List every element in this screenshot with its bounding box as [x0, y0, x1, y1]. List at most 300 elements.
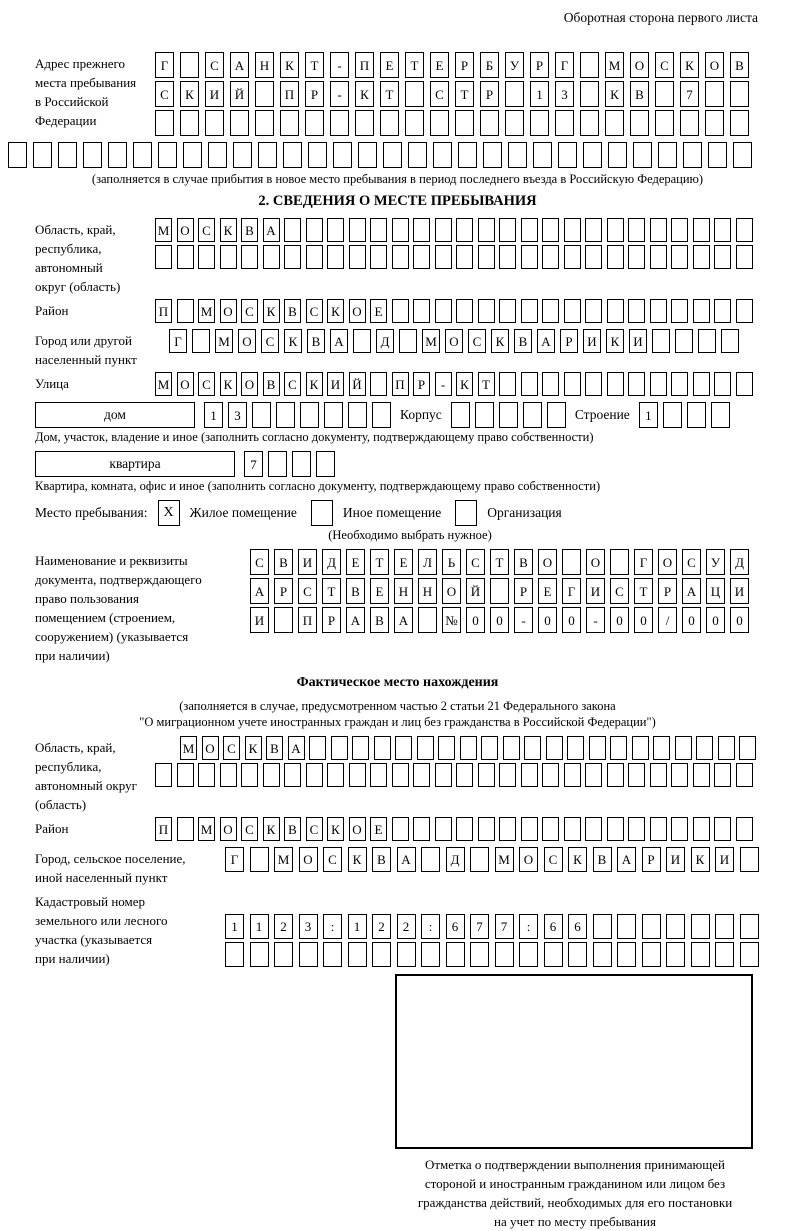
- char-cell[interactable]: [155, 110, 174, 136]
- char-cell[interactable]: [435, 817, 452, 841]
- char-cell[interactable]: [358, 142, 377, 168]
- char-cell[interactable]: Е: [538, 578, 557, 604]
- char-cell[interactable]: 7: [495, 914, 514, 939]
- char-cell[interactable]: [705, 81, 724, 107]
- char-cell[interactable]: С: [468, 329, 486, 353]
- char-cell[interactable]: №: [442, 607, 461, 633]
- char-cell[interactable]: [708, 142, 727, 168]
- char-cell[interactable]: 1: [348, 914, 367, 939]
- char-cell[interactable]: [658, 142, 677, 168]
- char-cell[interactable]: 1: [639, 402, 658, 428]
- char-cell[interactable]: [736, 299, 753, 323]
- char-cell[interactable]: А: [230, 52, 249, 78]
- char-cell[interactable]: О: [538, 549, 557, 575]
- char-cell[interactable]: Р: [514, 578, 533, 604]
- char-cell[interactable]: [483, 142, 502, 168]
- char-cell[interactable]: О: [238, 329, 256, 353]
- char-cell[interactable]: Е: [394, 549, 413, 575]
- char-cell[interactable]: [650, 763, 667, 787]
- char-cell[interactable]: [408, 142, 427, 168]
- char-cell[interactable]: [495, 942, 514, 967]
- char-cell[interactable]: К: [280, 52, 299, 78]
- char-cell[interactable]: [610, 736, 627, 760]
- char-cell[interactable]: [705, 110, 724, 136]
- char-cell[interactable]: [628, 763, 645, 787]
- char-cell[interactable]: В: [241, 218, 258, 242]
- char-cell[interactable]: [499, 245, 516, 269]
- char-cell[interactable]: К: [263, 299, 280, 323]
- char-cell[interactable]: [478, 299, 495, 323]
- char-cell[interactable]: И: [205, 81, 224, 107]
- char-cell[interactable]: [691, 914, 710, 939]
- char-cell[interactable]: А: [263, 218, 280, 242]
- char-cell[interactable]: [650, 817, 667, 841]
- char-cell[interactable]: [714, 763, 731, 787]
- char-cell[interactable]: [349, 218, 366, 242]
- char-cell[interactable]: М: [274, 847, 293, 872]
- char-cell[interactable]: [478, 763, 495, 787]
- char-cell[interactable]: [435, 299, 452, 323]
- char-cell[interactable]: [521, 763, 538, 787]
- char-cell[interactable]: А: [682, 578, 701, 604]
- char-cell[interactable]: [564, 299, 581, 323]
- char-cell[interactable]: М: [422, 329, 440, 353]
- char-cell[interactable]: К: [220, 372, 237, 396]
- char-cell[interactable]: [564, 817, 581, 841]
- char-cell[interactable]: Р: [530, 52, 549, 78]
- char-cell[interactable]: А: [397, 847, 416, 872]
- char-cell[interactable]: [655, 110, 674, 136]
- char-cell[interactable]: [233, 142, 252, 168]
- char-cell[interactable]: Й: [349, 372, 366, 396]
- char-cell[interactable]: [433, 142, 452, 168]
- char-cell[interactable]: -: [330, 52, 349, 78]
- char-cell[interactable]: [542, 817, 559, 841]
- char-cell[interactable]: В: [284, 817, 301, 841]
- char-cell[interactable]: [628, 218, 645, 242]
- char-cell[interactable]: И: [715, 847, 734, 872]
- char-cell[interactable]: [505, 110, 524, 136]
- char-cell[interactable]: [372, 942, 391, 967]
- char-cell[interactable]: [177, 299, 194, 323]
- stay-type-checkbox-organization[interactable]: [455, 500, 477, 526]
- char-cell[interactable]: В: [346, 578, 365, 604]
- char-cell[interactable]: [421, 847, 440, 872]
- char-cell[interactable]: [736, 372, 753, 396]
- char-cell[interactable]: Т: [322, 578, 341, 604]
- char-cell[interactable]: [693, 245, 710, 269]
- char-cell[interactable]: С: [655, 52, 674, 78]
- char-cell[interactable]: 0: [538, 607, 557, 633]
- char-cell[interactable]: [499, 299, 516, 323]
- char-cell[interactable]: [711, 402, 730, 428]
- char-cell[interactable]: :: [421, 914, 440, 939]
- char-cell[interactable]: [736, 817, 753, 841]
- char-cell[interactable]: [642, 914, 661, 939]
- char-cell[interactable]: [435, 763, 452, 787]
- char-cell[interactable]: И: [586, 578, 605, 604]
- char-cell[interactable]: И: [666, 847, 685, 872]
- char-cell[interactable]: [715, 942, 734, 967]
- char-cell[interactable]: А: [330, 329, 348, 353]
- char-cell[interactable]: А: [537, 329, 555, 353]
- char-cell[interactable]: Г: [155, 52, 174, 78]
- char-cell[interactable]: [714, 218, 731, 242]
- char-cell[interactable]: [349, 763, 366, 787]
- char-cell[interactable]: О: [586, 549, 605, 575]
- char-cell[interactable]: [370, 245, 387, 269]
- char-cell[interactable]: [268, 451, 287, 477]
- char-cell[interactable]: [205, 110, 224, 136]
- char-cell[interactable]: Б: [480, 52, 499, 78]
- char-cell[interactable]: [330, 110, 349, 136]
- char-cell[interactable]: О: [630, 52, 649, 78]
- char-cell[interactable]: [348, 942, 367, 967]
- char-cell[interactable]: [585, 245, 602, 269]
- char-cell[interactable]: [250, 847, 269, 872]
- char-cell[interactable]: Е: [370, 817, 387, 841]
- char-cell[interactable]: [446, 942, 465, 967]
- char-cell[interactable]: /: [658, 607, 677, 633]
- char-cell[interactable]: 2: [397, 914, 416, 939]
- char-cell[interactable]: [628, 245, 645, 269]
- char-cell[interactable]: К: [348, 847, 367, 872]
- char-cell[interactable]: П: [155, 817, 172, 841]
- char-cell[interactable]: [558, 142, 577, 168]
- char-cell[interactable]: Т: [380, 81, 399, 107]
- char-cell[interactable]: [255, 81, 274, 107]
- char-cell[interactable]: [480, 110, 499, 136]
- char-cell[interactable]: [380, 110, 399, 136]
- char-cell[interactable]: Т: [490, 549, 509, 575]
- char-cell[interactable]: [607, 372, 624, 396]
- char-cell[interactable]: [155, 763, 172, 787]
- char-cell[interactable]: К: [606, 329, 624, 353]
- char-cell[interactable]: У: [706, 549, 725, 575]
- char-cell[interactable]: [413, 763, 430, 787]
- char-cell[interactable]: 7: [244, 451, 263, 477]
- char-cell[interactable]: [628, 372, 645, 396]
- char-cell[interactable]: [280, 110, 299, 136]
- char-cell[interactable]: [475, 402, 494, 428]
- char-cell[interactable]: [718, 736, 735, 760]
- char-cell[interactable]: С: [544, 847, 563, 872]
- char-cell[interactable]: 1: [530, 81, 549, 107]
- char-cell[interactable]: Ц: [706, 578, 725, 604]
- char-cell[interactable]: К: [355, 81, 374, 107]
- char-cell[interactable]: 6: [544, 914, 563, 939]
- char-cell[interactable]: 1: [204, 402, 223, 428]
- char-cell[interactable]: [630, 110, 649, 136]
- char-cell[interactable]: Д: [446, 847, 465, 872]
- char-cell[interactable]: Р: [480, 81, 499, 107]
- char-cell[interactable]: О: [705, 52, 724, 78]
- char-cell[interactable]: [542, 372, 559, 396]
- char-cell[interactable]: [714, 245, 731, 269]
- char-cell[interactable]: [33, 142, 52, 168]
- char-cell[interactable]: [395, 736, 412, 760]
- char-cell[interactable]: [607, 299, 624, 323]
- char-cell[interactable]: [499, 218, 516, 242]
- char-cell[interactable]: [323, 942, 342, 967]
- char-cell[interactable]: [300, 402, 319, 428]
- char-cell[interactable]: [220, 245, 237, 269]
- char-cell[interactable]: К: [327, 817, 344, 841]
- char-cell[interactable]: Р: [322, 607, 341, 633]
- char-cell[interactable]: [306, 245, 323, 269]
- char-cell[interactable]: [546, 736, 563, 760]
- char-cell[interactable]: С: [205, 52, 224, 78]
- char-cell[interactable]: [413, 218, 430, 242]
- char-cell[interactable]: [478, 245, 495, 269]
- char-cell[interactable]: [740, 847, 759, 872]
- char-cell[interactable]: К: [327, 299, 344, 323]
- char-cell[interactable]: [714, 372, 731, 396]
- char-cell[interactable]: [308, 142, 327, 168]
- char-cell[interactable]: [499, 402, 518, 428]
- char-cell[interactable]: [617, 942, 636, 967]
- char-cell[interactable]: [355, 110, 374, 136]
- char-cell[interactable]: 3: [299, 914, 318, 939]
- char-cell[interactable]: В: [593, 847, 612, 872]
- char-cell[interactable]: [683, 142, 702, 168]
- char-cell[interactable]: [430, 110, 449, 136]
- char-cell[interactable]: С: [223, 736, 240, 760]
- char-cell[interactable]: [663, 402, 682, 428]
- char-cell[interactable]: [542, 245, 559, 269]
- char-cell[interactable]: [567, 736, 584, 760]
- char-cell[interactable]: [696, 736, 713, 760]
- char-cell[interactable]: [481, 736, 498, 760]
- char-cell[interactable]: [349, 245, 366, 269]
- char-cell[interactable]: [333, 142, 352, 168]
- char-cell[interactable]: [241, 763, 258, 787]
- char-cell[interactable]: [714, 817, 731, 841]
- char-cell[interactable]: [693, 299, 710, 323]
- char-cell[interactable]: В: [514, 549, 533, 575]
- char-cell[interactable]: 1: [250, 914, 269, 939]
- char-cell[interactable]: [458, 142, 477, 168]
- char-cell[interactable]: Р: [305, 81, 324, 107]
- char-cell[interactable]: [544, 942, 563, 967]
- char-cell[interactable]: [456, 299, 473, 323]
- char-cell[interactable]: 0: [562, 607, 581, 633]
- char-cell[interactable]: [607, 218, 624, 242]
- char-cell[interactable]: [733, 142, 752, 168]
- char-cell[interactable]: [255, 110, 274, 136]
- char-cell[interactable]: [392, 245, 409, 269]
- char-cell[interactable]: В: [370, 607, 389, 633]
- char-cell[interactable]: [198, 763, 215, 787]
- char-cell[interactable]: [505, 81, 524, 107]
- char-cell[interactable]: М: [198, 817, 215, 841]
- char-cell[interactable]: [370, 218, 387, 242]
- char-cell[interactable]: [451, 402, 470, 428]
- char-cell[interactable]: [730, 110, 749, 136]
- char-cell[interactable]: 0: [730, 607, 749, 633]
- char-cell[interactable]: 6: [568, 914, 587, 939]
- char-cell[interactable]: [715, 914, 734, 939]
- char-cell[interactable]: К: [180, 81, 199, 107]
- char-cell[interactable]: [655, 81, 674, 107]
- char-cell[interactable]: [605, 110, 624, 136]
- char-cell[interactable]: 0: [706, 607, 725, 633]
- char-cell[interactable]: [524, 736, 541, 760]
- char-cell[interactable]: [555, 110, 574, 136]
- char-cell[interactable]: [306, 763, 323, 787]
- char-cell[interactable]: [503, 736, 520, 760]
- char-cell[interactable]: М: [155, 218, 172, 242]
- char-cell[interactable]: [580, 110, 599, 136]
- char-cell[interactable]: С: [198, 218, 215, 242]
- char-cell[interactable]: 0: [634, 607, 653, 633]
- char-cell[interactable]: Н: [255, 52, 274, 78]
- char-cell[interactable]: [740, 942, 759, 967]
- char-cell[interactable]: К: [680, 52, 699, 78]
- char-cell[interactable]: [309, 736, 326, 760]
- char-cell[interactable]: [589, 736, 606, 760]
- char-cell[interactable]: С: [261, 329, 279, 353]
- char-cell[interactable]: [523, 402, 542, 428]
- char-cell[interactable]: Т: [455, 81, 474, 107]
- char-cell[interactable]: Р: [274, 578, 293, 604]
- char-cell[interactable]: [180, 52, 199, 78]
- char-cell[interactable]: [397, 942, 416, 967]
- char-cell[interactable]: 0: [610, 607, 629, 633]
- char-cell[interactable]: [580, 52, 599, 78]
- char-cell[interactable]: [671, 245, 688, 269]
- char-cell[interactable]: [568, 942, 587, 967]
- stay-type-checkbox-residential[interactable]: X: [158, 500, 180, 526]
- char-cell[interactable]: И: [327, 372, 344, 396]
- char-cell[interactable]: [435, 245, 452, 269]
- char-cell[interactable]: [542, 218, 559, 242]
- char-cell[interactable]: [274, 607, 293, 633]
- char-cell[interactable]: О: [241, 372, 258, 396]
- char-cell[interactable]: А: [617, 847, 636, 872]
- char-cell[interactable]: [736, 245, 753, 269]
- char-cell[interactable]: [585, 817, 602, 841]
- char-cell[interactable]: М: [155, 372, 172, 396]
- char-cell[interactable]: В: [307, 329, 325, 353]
- char-cell[interactable]: [324, 402, 343, 428]
- char-cell[interactable]: [499, 763, 516, 787]
- char-cell[interactable]: [652, 329, 670, 353]
- apartment-type-box[interactable]: квартира: [35, 451, 235, 477]
- char-cell[interactable]: [392, 763, 409, 787]
- char-cell[interactable]: [198, 245, 215, 269]
- char-cell[interactable]: [585, 372, 602, 396]
- char-cell[interactable]: [370, 763, 387, 787]
- char-cell[interactable]: [220, 763, 237, 787]
- char-cell[interactable]: О: [445, 329, 463, 353]
- char-cell[interactable]: [348, 402, 367, 428]
- char-cell[interactable]: В: [514, 329, 532, 353]
- char-cell[interactable]: П: [392, 372, 409, 396]
- char-cell[interactable]: [698, 329, 716, 353]
- char-cell[interactable]: 2: [274, 914, 293, 939]
- char-cell[interactable]: [370, 372, 387, 396]
- char-cell[interactable]: П: [355, 52, 374, 78]
- char-cell[interactable]: [331, 736, 348, 760]
- char-cell[interactable]: [564, 218, 581, 242]
- char-cell[interactable]: В: [263, 372, 280, 396]
- char-cell[interactable]: Е: [380, 52, 399, 78]
- char-cell[interactable]: С: [610, 578, 629, 604]
- char-cell[interactable]: [736, 763, 753, 787]
- char-cell[interactable]: [374, 736, 391, 760]
- char-cell[interactable]: О: [202, 736, 219, 760]
- char-cell[interactable]: -: [330, 81, 349, 107]
- char-cell[interactable]: Р: [658, 578, 677, 604]
- char-cell[interactable]: [691, 942, 710, 967]
- char-cell[interactable]: А: [250, 578, 269, 604]
- char-cell[interactable]: М: [495, 847, 514, 872]
- char-cell[interactable]: 3: [228, 402, 247, 428]
- char-cell[interactable]: [519, 942, 538, 967]
- char-cell[interactable]: В: [274, 549, 293, 575]
- char-cell[interactable]: [730, 81, 749, 107]
- char-cell[interactable]: [460, 736, 477, 760]
- char-cell[interactable]: К: [245, 736, 262, 760]
- char-cell[interactable]: Т: [370, 549, 389, 575]
- char-cell[interactable]: Е: [430, 52, 449, 78]
- char-cell[interactable]: О: [220, 817, 237, 841]
- char-cell[interactable]: О: [220, 299, 237, 323]
- char-cell[interactable]: 7: [470, 914, 489, 939]
- char-cell[interactable]: Е: [370, 578, 389, 604]
- char-cell[interactable]: Д: [730, 549, 749, 575]
- char-cell[interactable]: [693, 817, 710, 841]
- char-cell[interactable]: Р: [642, 847, 661, 872]
- char-cell[interactable]: Е: [346, 549, 365, 575]
- char-cell[interactable]: Т: [478, 372, 495, 396]
- char-cell[interactable]: С: [241, 817, 258, 841]
- char-cell[interactable]: Р: [413, 372, 430, 396]
- char-cell[interactable]: [263, 763, 280, 787]
- char-cell[interactable]: [435, 218, 452, 242]
- char-cell[interactable]: Е: [370, 299, 387, 323]
- char-cell[interactable]: И: [730, 578, 749, 604]
- char-cell[interactable]: [456, 817, 473, 841]
- char-cell[interactable]: [413, 817, 430, 841]
- char-cell[interactable]: С: [430, 81, 449, 107]
- char-cell[interactable]: Г: [634, 549, 653, 575]
- char-cell[interactable]: [521, 817, 538, 841]
- char-cell[interactable]: [284, 245, 301, 269]
- char-cell[interactable]: Л: [418, 549, 437, 575]
- char-cell[interactable]: [499, 817, 516, 841]
- char-cell[interactable]: [327, 763, 344, 787]
- char-cell[interactable]: [607, 245, 624, 269]
- char-cell[interactable]: 6: [446, 914, 465, 939]
- char-cell[interactable]: [653, 736, 670, 760]
- char-cell[interactable]: [693, 763, 710, 787]
- char-cell[interactable]: К: [691, 847, 710, 872]
- char-cell[interactable]: [180, 110, 199, 136]
- char-cell[interactable]: [671, 299, 688, 323]
- char-cell[interactable]: 3: [555, 81, 574, 107]
- char-cell[interactable]: [283, 142, 302, 168]
- char-cell[interactable]: [158, 142, 177, 168]
- char-cell[interactable]: [666, 914, 685, 939]
- char-cell[interactable]: :: [519, 914, 538, 939]
- char-cell[interactable]: 7: [680, 81, 699, 107]
- char-cell[interactable]: [263, 245, 280, 269]
- char-cell[interactable]: О: [177, 218, 194, 242]
- char-cell[interactable]: -: [514, 607, 533, 633]
- char-cell[interactable]: [405, 110, 424, 136]
